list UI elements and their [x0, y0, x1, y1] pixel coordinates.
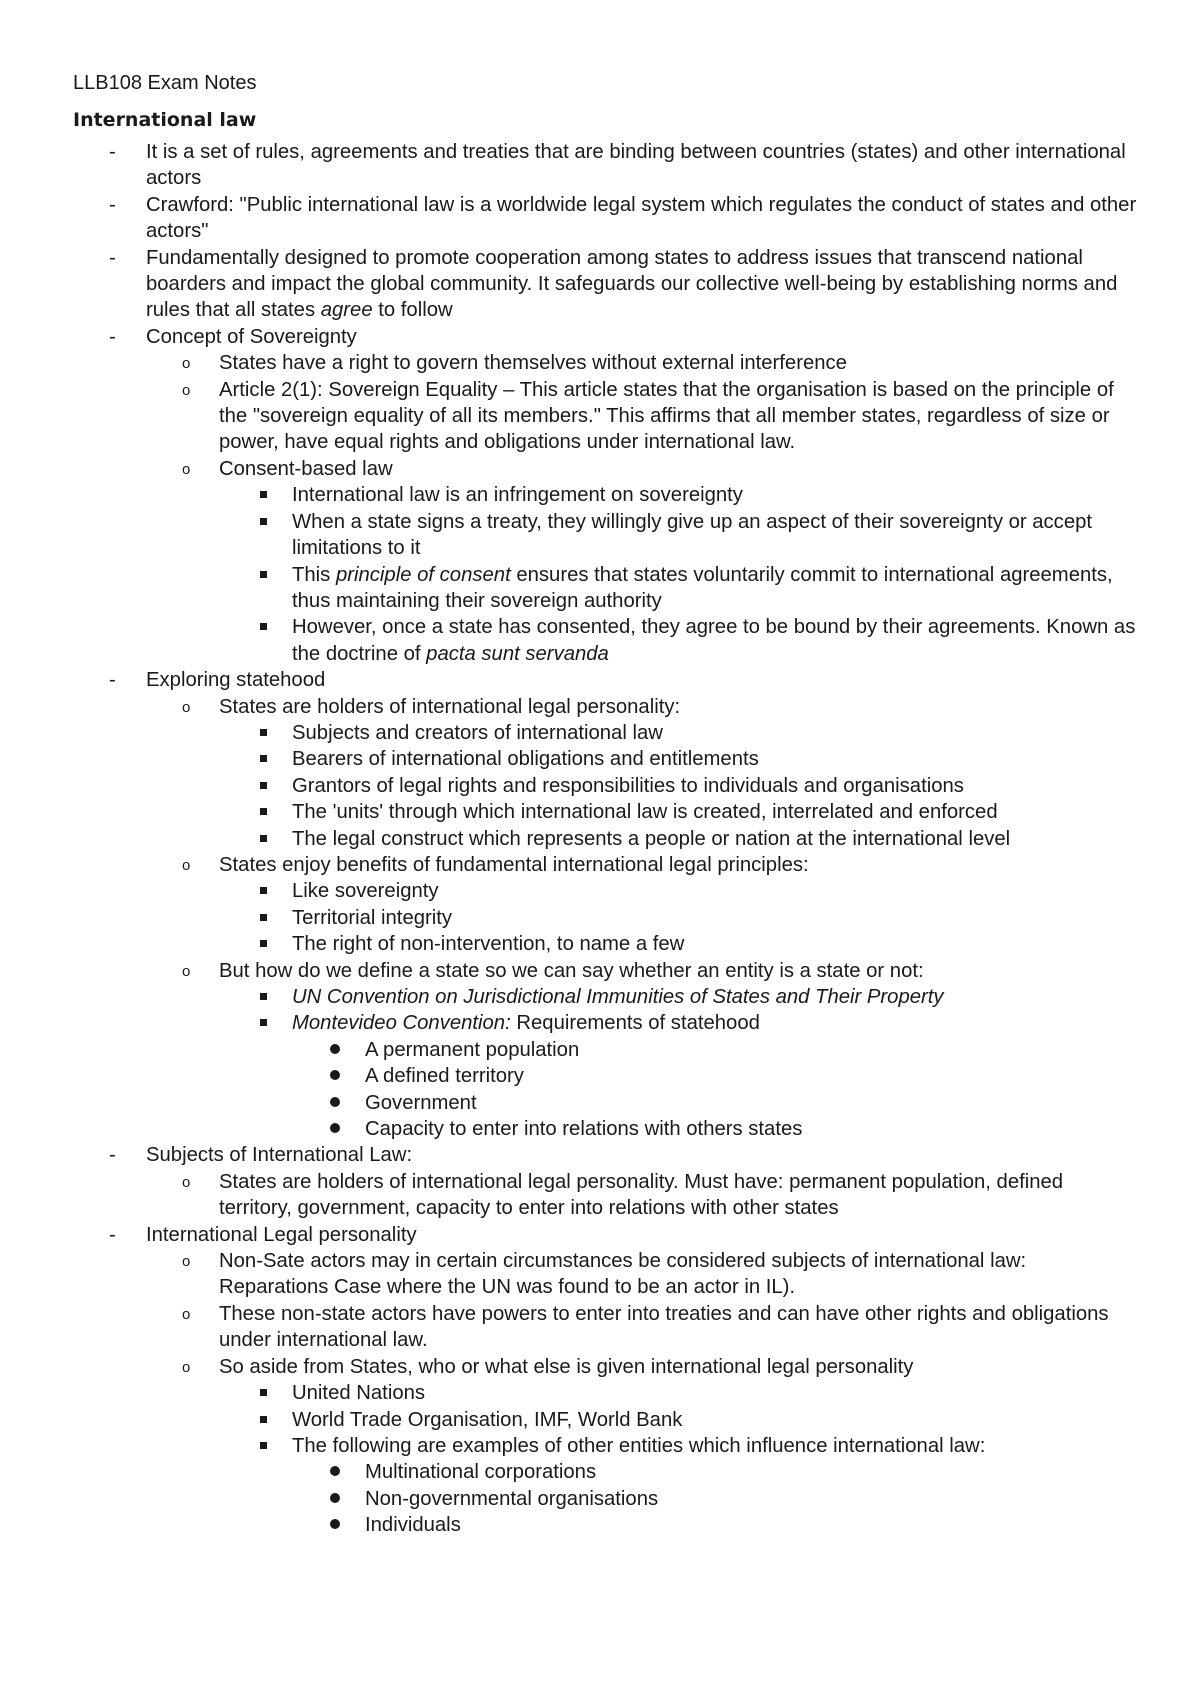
circle-marker-icon: o: [182, 1253, 191, 1271]
note-text: When a state signs a treaty, they willingly give up an aspect of their sovereignty or accept limitations to it: [292, 510, 1093, 560]
circle-marker-icon: o: [182, 1358, 191, 1376]
note-item-level-3: [219, 1433, 1140, 1539]
note-text: The right of non-intervention, to name a few: [292, 933, 685, 956]
note-text: International law is an infringement on sovereignty: [292, 484, 743, 507]
note-text: Territorial integrity: [292, 906, 453, 929]
bullet-marker-icon: [330, 1097, 340, 1107]
note-item-level-4: [292, 1116, 1140, 1142]
sub-list: [146, 694, 1140, 1143]
section-heading: International law: [73, 109, 257, 131]
note-text: A defined territory: [365, 1065, 524, 1088]
note-text: Montevideo Convention: Requirements of statehood: [292, 1012, 760, 1035]
note-item-level-1: [73, 192, 1140, 245]
note-item-level-3: [219, 1380, 1140, 1406]
square-marker-icon: [260, 835, 267, 842]
notes-list: [73, 139, 1140, 1539]
note-text: The following are examples of other entities which influence international law:: [292, 1434, 986, 1457]
note-item-level-1: [73, 1142, 1140, 1221]
document-title: LLB108 Exam Notes: [73, 72, 257, 94]
note-text: But how do we define a state so we can say whether an entity is a state or not:: [219, 959, 924, 982]
note-item-level-2: [146, 694, 1140, 852]
bullet-marker-icon: [330, 1123, 340, 1133]
note-text: Grantors of legal rights and responsibilities to individuals and organisations: [292, 774, 964, 797]
circle-marker-icon: o: [182, 1305, 191, 1323]
square-marker-icon: [260, 808, 267, 815]
sub-list: [146, 1248, 1140, 1538]
note-text: These non-state actors have powers to enter into treaties and can have other rights and obligations under international law.: [219, 1302, 1109, 1352]
note-text: However, once a state has consented, they agree to be bound by their agreements. Known as the doctrine of pacta sunt servanda: [292, 616, 1136, 665]
emphasis-text: agree: [320, 299, 373, 322]
dash-marker-icon: -: [109, 1223, 116, 1246]
note-text: Concept of Sovereignty: [146, 325, 357, 348]
bullet-marker-icon: [330, 1519, 340, 1529]
note-item-level-1: [73, 324, 1140, 667]
square-marker-icon: [260, 755, 267, 762]
note-item-level-3: [219, 799, 1140, 825]
dash-marker-icon: -: [109, 193, 116, 216]
note-item-level-2: [146, 1248, 1140, 1301]
note-text: States are holders of international legal personality. Must have: permanent population, defined territory, government, capacity to enter into relations with other states: [219, 1170, 1064, 1220]
note-item-level-4: [292, 1090, 1140, 1116]
square-marker-icon: [260, 571, 267, 578]
note-text: Subjects and creators of international law: [292, 721, 663, 744]
note-text: The legal construct which represents a people or nation at the international level: [292, 827, 1011, 850]
note-text: The 'units' through which international law is created, interrelated and enforced: [292, 801, 998, 824]
note-text: It is a set of rules, agreements and treaties that are binding between countries (states) and other international actors: [146, 141, 1126, 190]
dash-marker-icon: -: [109, 325, 116, 348]
note-item-level-2: [146, 456, 1140, 667]
dash-marker-icon: -: [109, 141, 116, 163]
note-item-level-3: [219, 614, 1140, 667]
note-text: States have a right to govern themselves without external interference: [219, 352, 847, 375]
sub-list: [146, 1169, 1140, 1222]
note-item-level-1: [73, 1222, 1140, 1539]
note-item-level-1: [73, 139, 1140, 192]
emphasis-text: pacta sunt servanda: [426, 642, 609, 665]
note-text: A permanent population: [365, 1038, 580, 1061]
emphasis-text: principle of consent: [335, 563, 511, 586]
note-text: Fundamentally designed to promote cooperation among states to address issues that transcend national boarders and impact the global community. It safeguards our collective well-being by establishing norms and rules that all states agree to follow: [146, 246, 1118, 322]
circle-marker-icon: o: [182, 698, 191, 716]
square-marker-icon: [260, 1442, 267, 1449]
note-item-level-3: [219, 826, 1140, 852]
note-text: Subjects of International Law:: [146, 1144, 413, 1167]
note-item-level-3: [219, 509, 1140, 562]
square-marker-icon: [260, 1389, 267, 1396]
note-item-level-3: [219, 482, 1140, 508]
note-item-level-4: [292, 1486, 1140, 1512]
note-text: Non-governmental organisations: [365, 1487, 659, 1510]
note-text: Article 2(1): Sovereign Equality – This article states that the organisation is based on the principle of the "sovereign equality of all its members." This affirms that all member states, regardless of size or power, have equal rights and obligations under international law.: [219, 378, 1114, 454]
note-item-level-3: [219, 878, 1140, 904]
note-text: Consent-based law: [219, 457, 393, 480]
note-text: Bearers of international obligations and entitlements: [292, 748, 759, 771]
circle-marker-icon: o: [182, 355, 191, 373]
circle-marker-icon: o: [182, 856, 191, 874]
note-text: Crawford: "Public international law is a worldwide legal system which regulates the conduct of states and other actors": [146, 193, 1137, 243]
note-item-level-3: [219, 773, 1140, 799]
note-text: States are holders of international legal personality:: [219, 695, 681, 718]
sub-list: [292, 1459, 1140, 1538]
note-text: Government: [365, 1091, 477, 1114]
note-item-level-3: [219, 562, 1140, 615]
note-text: International Legal personality: [146, 1223, 417, 1246]
sub-list: [219, 1380, 1140, 1538]
bullet-marker-icon: [330, 1044, 340, 1054]
circle-marker-icon: o: [182, 460, 191, 478]
note-item-level-4: [292, 1512, 1140, 1538]
square-marker-icon: [260, 940, 267, 947]
note-item-level-2: [146, 1354, 1140, 1539]
note-item-level-2: [146, 350, 1140, 376]
dash-marker-icon: -: [109, 1144, 116, 1167]
square-marker-icon: [260, 491, 267, 498]
note-text: Individuals: [365, 1514, 461, 1537]
note-item-level-3: [219, 905, 1140, 931]
note-item-level-2: [146, 1301, 1140, 1354]
note-item-level-1: [73, 245, 1140, 324]
note-item-level-3: [219, 984, 1140, 1010]
sub-list: [219, 878, 1140, 957]
emphasis-text: UN Convention on Jurisdictional Immunities of States and Their Property: [292, 986, 944, 1008]
note-item-level-3: [219, 720, 1140, 746]
note-text: United Nations: [292, 1382, 426, 1405]
note-text: This principle of consent ensures that states voluntarily commit to international agreements, thus maintaining their sovereign authority: [292, 563, 1113, 612]
circle-marker-icon: o: [182, 962, 191, 980]
note-text: Non-Sate actors may in certain circumstances be considered subjects of international law: Reparations Case where the UN was found to be an actor in IL).: [219, 1250, 1027, 1299]
note-item-level-1: [73, 667, 1140, 1142]
note-item-level-3: [219, 931, 1140, 957]
square-marker-icon: [260, 993, 267, 1000]
square-marker-icon: [260, 518, 267, 525]
note-text: Multinational corporations: [365, 1461, 597, 1484]
sub-list: [292, 1037, 1140, 1143]
square-marker-icon: [260, 782, 267, 789]
square-marker-icon: [260, 1416, 267, 1423]
note-text: States enjoy benefits of fundamental international legal principles:: [219, 853, 809, 876]
note-item-level-4: [292, 1037, 1140, 1063]
note-text: Exploring statehood: [146, 669, 326, 692]
note-item-level-3: [219, 1010, 1140, 1142]
note-text: World Trade Organisation, IMF, World Bank: [292, 1408, 683, 1431]
dash-marker-icon: -: [109, 246, 116, 269]
square-marker-icon: [260, 729, 267, 736]
bullet-marker-icon: [330, 1466, 340, 1476]
note-text: So aside from States, who or what else is given international legal personality: [219, 1355, 914, 1378]
note-item-level-4: [292, 1063, 1140, 1089]
note-text: Like sovereignty: [292, 880, 439, 903]
square-marker-icon: [260, 887, 267, 894]
note-item-level-3: [219, 746, 1140, 772]
square-marker-icon: [260, 914, 267, 921]
note-item-level-3: [219, 1407, 1140, 1433]
circle-marker-icon: o: [182, 1173, 191, 1191]
square-marker-icon: [260, 1019, 267, 1026]
dash-marker-icon: -: [109, 669, 116, 692]
sub-list: [146, 350, 1140, 667]
sub-list: [219, 984, 1140, 1142]
note-item-level-2: [146, 377, 1140, 456]
note-text: Capacity to enter into relations with others states: [365, 1118, 803, 1141]
sub-list: [219, 720, 1140, 852]
circle-marker-icon: o: [182, 381, 191, 399]
note-item-level-4: [292, 1459, 1140, 1485]
bullet-marker-icon: [330, 1070, 340, 1080]
emphasis-text: Montevideo Convention:: [292, 1012, 511, 1035]
sub-list: [219, 482, 1140, 667]
note-item-level-2: [146, 852, 1140, 958]
note-item-level-2: [146, 958, 1140, 1143]
note-item-level-2: [146, 1169, 1140, 1222]
note-text: [292, 984, 1140, 1010]
square-marker-icon: [260, 623, 267, 630]
bullet-marker-icon: [330, 1493, 340, 1503]
